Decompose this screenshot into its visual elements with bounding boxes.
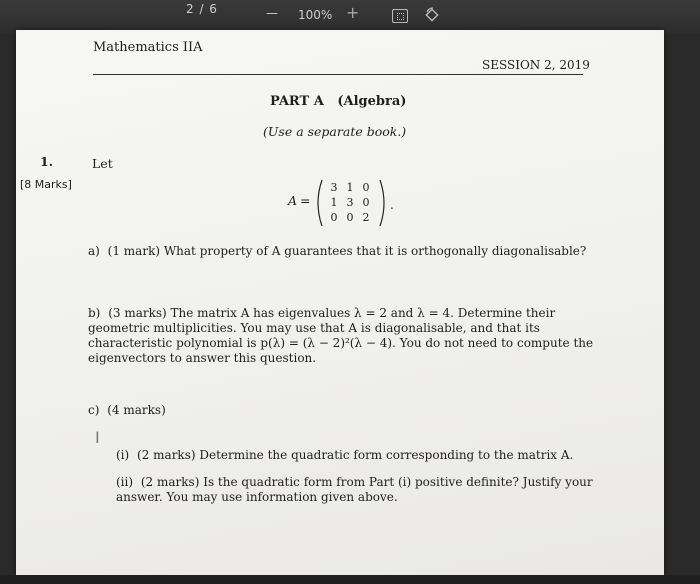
bottom-edge <box>0 575 700 584</box>
page-indicator: 2 / 6 <box>186 2 218 16</box>
question-a-text: (1 mark) What property of A guarantees that it is orthogonally diagonalisable? <box>107 244 587 258</box>
matrix-period: . <box>390 198 394 212</box>
header-rule <box>93 74 583 75</box>
zoom-out-button[interactable]: — <box>266 6 278 20</box>
session-label: SESSION 2, 2019 <box>482 58 590 72</box>
text-cursor-icon: I <box>95 428 100 447</box>
question-b <box>88 306 608 366</box>
matrix-cell: 0 <box>346 211 354 224</box>
matrix-row <box>326 210 374 225</box>
part-subject: (Algebra) <box>337 94 407 109</box>
question-c-text: (4 marks) <box>107 403 166 417</box>
question-c-ii <box>116 475 596 505</box>
matrix-name: A <box>288 193 298 208</box>
question-c-i <box>116 448 586 463</box>
part-heading <box>270 94 406 109</box>
matrix-cell: 1 <box>330 196 338 209</box>
let-label: Let <box>92 156 113 171</box>
matrix-cell: 3 <box>346 196 354 209</box>
matrix-cell: 2 <box>362 211 370 224</box>
matrix-cell: 3 <box>330 181 338 194</box>
question-a <box>88 244 608 259</box>
rotate-icon[interactable] <box>424 7 440 23</box>
question-c-ii-label: (ii) <box>116 475 134 489</box>
matrix-cell: 0 <box>362 181 370 194</box>
question-c-ii-text: (2 marks) Is the quadratic form from Part (i) positive definite? Justify your answer. You may use information given above. <box>116 475 593 504</box>
matrix-a <box>288 178 418 228</box>
question-c-label: c) <box>88 403 100 417</box>
matrix-row <box>326 180 374 195</box>
matrix-cell: 0 <box>330 211 338 224</box>
question-c <box>88 403 288 418</box>
question-b-text: (3 marks) The matrix A has eigenvalues λ = 2 and λ = 4. Determine their geometric multiplicities. You may use that A is diagonalisable, and that its characteristic polynomial is p(λ) = (λ − 2)²(λ − 4). You do not need to compute the eigenvectors to answer this question. <box>88 306 594 365</box>
question-c-i-text: (2 marks) Determine the quadratic form corresponding to the matrix A. <box>137 448 574 462</box>
question-c-i-label: (i) <box>116 448 130 462</box>
question-b-label: b) <box>88 306 101 320</box>
zoom-in-button[interactable]: + <box>346 3 360 22</box>
question-marks: [8 Marks] <box>20 178 72 191</box>
course-title: Mathematics IIA <box>93 40 203 55</box>
zoom-level: 100% <box>298 8 333 22</box>
matrix-grid <box>326 180 374 225</box>
matrix-equals: = <box>300 193 311 208</box>
fit-page-icon[interactable] <box>392 9 408 23</box>
separate-book-note: (Use a separate book.) <box>263 124 407 139</box>
part-title: PART A <box>270 94 324 109</box>
matrix-cell: 0 <box>362 196 370 209</box>
question-number: 1. <box>40 154 54 169</box>
matrix-cell: 1 <box>346 181 354 194</box>
document-page <box>16 30 664 578</box>
pdf-toolbar <box>0 0 700 34</box>
matrix-row <box>326 195 374 210</box>
question-a-label: a) <box>88 244 100 258</box>
